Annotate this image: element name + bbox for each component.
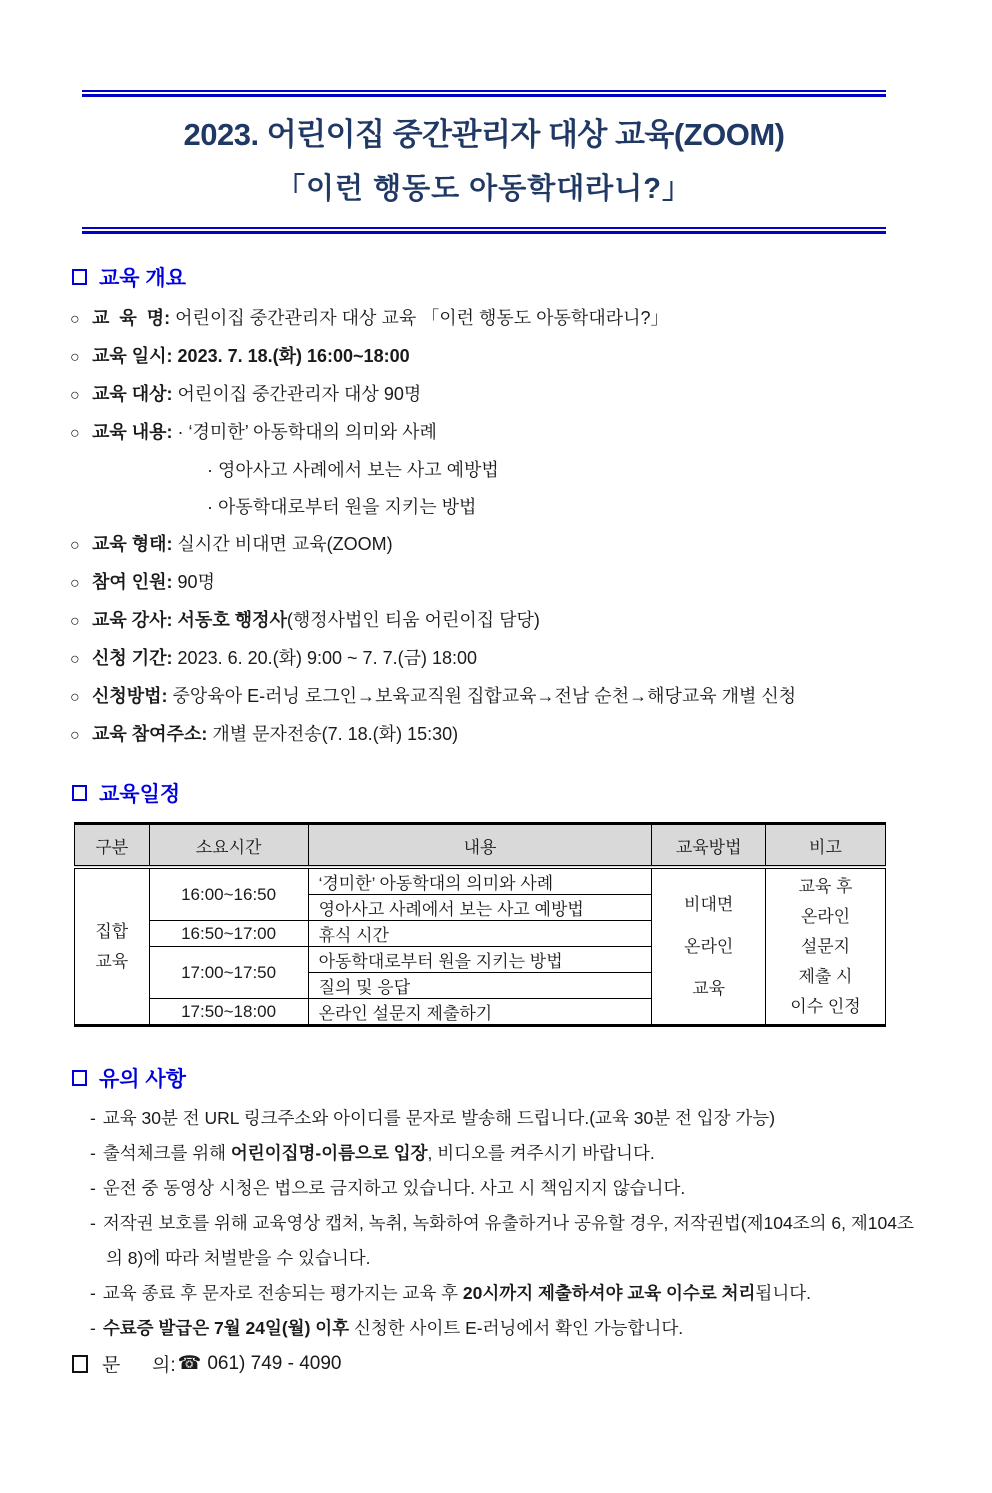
overview-line: ○ 신청 기간: 2023. 6. 20.(화) 9:00 ~ 7. 7.(금) 18:00 (70, 640, 922, 678)
overview-line: ○ 교육 참여주소: 개별 문자전송(7. 18.(화) 15:30) (70, 716, 922, 754)
section-header-overview (70, 262, 922, 292)
content-cell: 휴식 시간 (308, 921, 652, 947)
section-title: 교육일정 (99, 783, 181, 806)
circle-bullet: ○ (70, 727, 80, 744)
overview-line: ○ 참여 인원: 90명 (70, 564, 922, 602)
content-cell: 아동학대로부터 원을 지키는 방법 (308, 947, 652, 973)
top-double-rule (82, 90, 886, 97)
note-line: - 수료증 발급은 7월 24일(월) 이후 신청한 사이트 E-러닝에서 확인 가능합니다. (90, 1318, 684, 1338)
title-box (82, 90, 886, 234)
col-header-time: 소요시간 (149, 824, 308, 868)
overview-line: ○ 교 육 명: 어린이집 중간관리자 대상 교육 「이런 행동도 아동학대라니?」 (70, 300, 922, 338)
dash-bullet: - (90, 1283, 96, 1303)
circle-bullet: ○ (70, 311, 80, 328)
schedule-header-row (75, 824, 886, 868)
note-line: - 운전 중 동영상 시청은 법으로 금지하고 있습니다. 사고 시 책임지지 않습니다. (90, 1178, 686, 1198)
dash-bullet: - (90, 1213, 96, 1233)
circle-bullet: ○ (70, 689, 80, 706)
square-bullet-icon (72, 1355, 88, 1373)
time-cell: 16:00~16:50 (149, 867, 308, 921)
col-header-method: 교육방법 (652, 824, 766, 868)
col-header-note: 비고 (765, 824, 885, 868)
section-header-schedule (70, 778, 922, 808)
circle-bullet: ○ (70, 537, 80, 554)
note-line: - 교육 30분 전 URL 링크주소와 아이디를 문자로 발송해 드립니다.(교육 30분 전 입장 가능) (90, 1108, 776, 1128)
overview-line: ○ 신청방법: 중앙육아 E-러닝 로그인→보육교직원 집합교육→전남 순천→해당교육 개별 신청 (70, 678, 922, 716)
overview-line: ○ 교육 대상: 어린이집 중간관리자 대상 90명 (70, 376, 922, 414)
gubun-cell: 집합 교육 (75, 867, 150, 1026)
dash-bullet: - (90, 1318, 96, 1338)
note-cell: 교육 후 온라인 설문지 제출 시 이수 인정 (765, 867, 885, 1026)
section-title: 교육 개요 (99, 267, 186, 290)
dash-bullet: - (90, 1108, 96, 1128)
contact-line (70, 1350, 922, 1377)
square-bullet-icon (72, 1070, 87, 1086)
content-cell: 온라인 설문지 제출하기 (308, 999, 652, 1026)
schedule-table (74, 822, 886, 1027)
dash-bullet: - (90, 1178, 96, 1198)
circle-bullet: ○ (70, 387, 80, 404)
overview-line: ○ 교육 일시: 2023. 7. 18.(화) 16:00~18:00 (70, 338, 922, 376)
phone-icon: ☎ (177, 1353, 202, 1374)
col-header-gubun: 구분 (75, 824, 150, 868)
time-cell: 17:50~18:00 (149, 999, 308, 1026)
dash-bullet: - (90, 1143, 96, 1163)
circle-bullet: ○ (70, 575, 80, 592)
contact-number: 061) 749 - 4090 (207, 1352, 342, 1374)
content-cell: ‘경미한’ 아동학대의 의미와 사례 (308, 867, 652, 895)
overview-list (70, 300, 922, 754)
notes-list (70, 1101, 922, 1346)
section-title: 유의 사항 (99, 1068, 186, 1091)
document-title: 2023. 어린이집 중간관리자 대상 교육(ZOOM) (183, 117, 785, 152)
note-line: - 출석체크를 위해 어린이집명-이름으로 입장, 비디오를 켜주시기 바랍니다. (90, 1143, 655, 1163)
content-cell: 질의 및 응답 (308, 973, 652, 999)
circle-bullet: ○ (70, 349, 80, 366)
section-header-notes (70, 1063, 922, 1093)
content-cell: 영아사고 사례에서 보는 사고 예방법 (308, 895, 652, 921)
table-row (75, 867, 886, 895)
overview-line: ○ 교육 내용: · ‘경미한’ 아동학대의 의미와 사례 (70, 414, 922, 452)
method-cell: 비대면 온라인 교육 (652, 867, 766, 1026)
note-line: - 저작권 보호를 위해 교육영상 캡처, 녹취, 녹화하여 유출하거나 공유할 경우, 저작권법(제104조의 6, 제104조의 8)에 따라 처벌받을 수 있습니다. (90, 1213, 914, 1268)
overview-line: ○ 교육 강사: 서동호 행정사(행정사법인 티움 어린이집 담당) (70, 602, 922, 640)
time-cell: 17:00~17:50 (149, 947, 308, 999)
note-line: - 교육 종료 후 문자로 전송되는 평가지는 교육 후 20시까지 제출하셔야 교육 이수로 처리됩니다. (90, 1283, 811, 1303)
document-subtitle: 「이런 행동도 아동학대라니?」 (276, 173, 692, 205)
bottom-double-rule (82, 227, 886, 234)
time-cell: 16:50~17:00 (149, 921, 308, 947)
col-header-content: 내용 (308, 824, 652, 868)
contact-label: 문 의: (102, 1355, 176, 1376)
circle-bullet: ○ (70, 651, 80, 668)
square-bullet-icon (72, 269, 87, 285)
overview-line: ○ 교육 형태: 실시간 비대면 교육(ZOOM) (70, 526, 922, 564)
overview-subline: · 아동학대로부터 원을 지키는 방법 (207, 497, 477, 517)
square-bullet-icon (72, 785, 87, 801)
circle-bullet: ○ (70, 425, 80, 442)
document-page (0, 90, 992, 1377)
circle-bullet: ○ (70, 613, 80, 630)
overview-subline: · 영아사고 사례에서 보는 사고 예방법 (207, 460, 499, 480)
